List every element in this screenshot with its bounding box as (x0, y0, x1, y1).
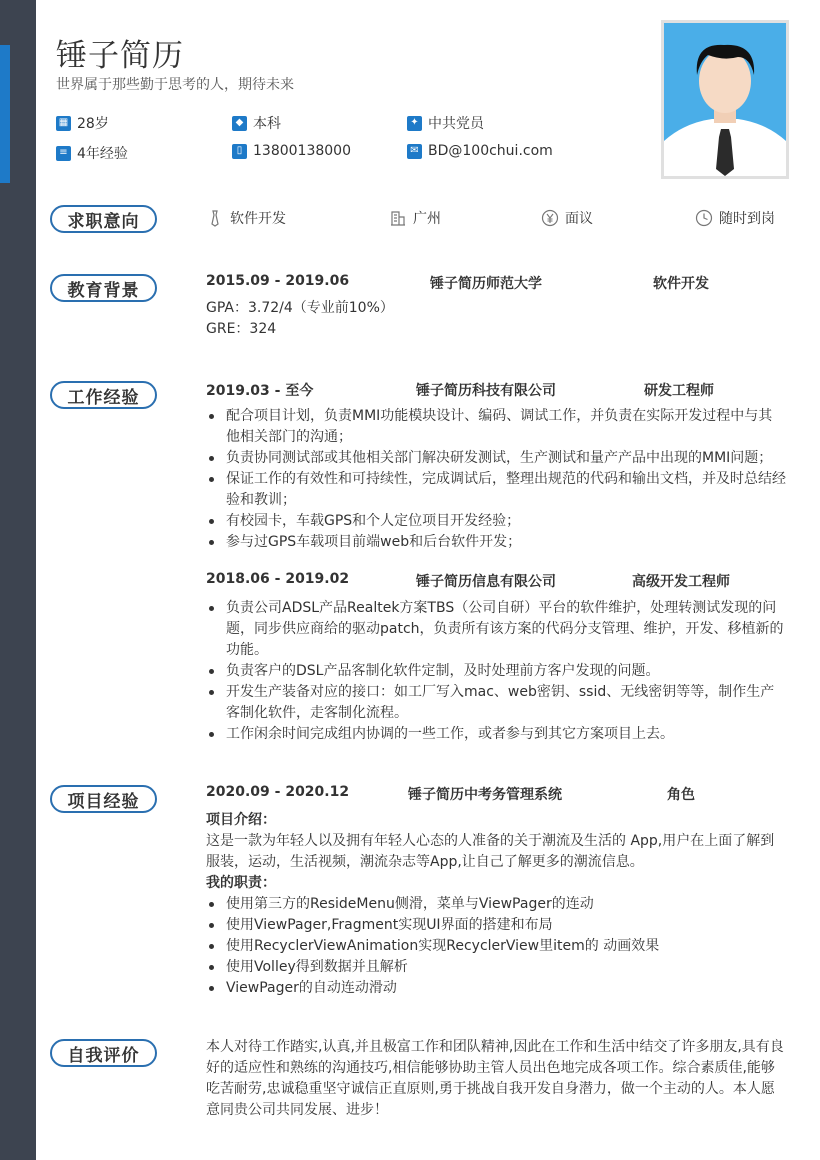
mail-icon: ✉ (407, 144, 422, 159)
phone-icon: ▯ (232, 144, 247, 159)
project-role: 角色 (667, 787, 695, 803)
list-item: 配合项目计划，负责MMI功能模块设计、编码、调试工作，并负责在实际开发过程中与其他相关部门的沟通； (206, 406, 786, 448)
project-intro: 这是一款为年轻人以及拥有年轻人心态的人准备的关于潮流及生活的 App,用户在上面了解到服装，运动，生活视频，潮流杂志等App,让自己了解更多的潮流信息。 (206, 833, 775, 870)
email-text: BD@100chui.com (428, 143, 553, 159)
list-item: 使用Volley得到数据并且解析 (206, 957, 786, 978)
work-2-title: 高级开发工程师 (632, 574, 730, 590)
education-school: 锤子简历师范大学 (430, 276, 542, 292)
project-duty-label: 我的职责： (206, 875, 276, 891)
info-degree (232, 113, 281, 133)
project-intro-label: 项目介绍： (206, 812, 276, 828)
list-item: 使用RecyclerViewAnimation实现RecyclerView里item的 动画效果 (206, 936, 786, 957)
info-experience (56, 143, 128, 163)
list-item: 负责公司ADSL产品Realtek方案TBS（公司自研）平台的软件维护，处理转测试发现的问题，同步供应商给的驱动patch，负责所有该方案的代码分支管理、维护，开发、移植新的功能。 (206, 598, 786, 661)
project-duties (206, 894, 786, 999)
education-gpa: GPA：3.72/4（专业前10%） (206, 300, 394, 316)
self-evaluation-text: 本人对待工作踏实,认真,并且极富工作和团队精神,因此在工作和生活中结交了许多朋友,具有良好的适应性和熟练的沟通技巧,相信能够协助主管人员出色地完成各项工作。综合素质佳,能够吃苦耐劳,忠诚稳重坚守诚信正直原则,勇于挑战自我开发自身潜力，做一个主动的人。本人愿意同贵公司共同发展、进步！ (206, 1039, 784, 1118)
list-item: 有校园卡，车载GPS和个人定位项目开发经验； (206, 511, 786, 532)
section-label-self: 自我评价 (50, 1039, 157, 1067)
city-text: 广州 (413, 211, 441, 227)
availability-text: 随时到岗 (719, 211, 775, 227)
section-label-work: 工作经验 (50, 381, 157, 409)
party-text: 中共党员 (428, 116, 484, 132)
section-label-intent: 求职意向 (50, 205, 157, 233)
project-name: 锤子简历中考务管理系统 (408, 787, 562, 803)
education-major: 软件开发 (653, 276, 709, 292)
education-period: 2015.09 - 2019.06 (206, 273, 350, 289)
info-phone (232, 143, 351, 159)
graduation-cap-icon: ◆ (232, 116, 247, 131)
info-email (407, 143, 553, 159)
intent-availability (695, 208, 775, 228)
building-icon (389, 209, 407, 227)
party-flag-icon: ✦ (407, 116, 422, 131)
work-2-company: 锤子简历信息有限公司 (416, 574, 556, 590)
avatar (661, 20, 789, 179)
yen-icon (541, 209, 559, 227)
tie-icon (206, 209, 224, 227)
intent-city (389, 208, 441, 228)
list-item: 工作闲余时间完成组内协调的一些工作，或者参与到其它方案项目上去。 (206, 724, 786, 745)
list-item: 使用第三方的ResideMenu侧滑，菜单与ViewPager的连动 (206, 894, 786, 915)
work-1-duties (206, 406, 786, 553)
position-text: 软件开发 (230, 211, 286, 227)
list-item: 负责客户的DSL产品客制化软件定制，及时处理前方客户发现的问题。 (206, 661, 786, 682)
list-item: 保证工作的有效性和可持续性，完成调试后，整理出规范的代码和输出文档，并及时总结经验和教训； (206, 469, 786, 511)
project-period: 2020.09 - 2020.12 (206, 784, 350, 800)
salary-text: 面议 (565, 211, 593, 227)
intent-salary (541, 208, 593, 228)
work-1-title: 研发工程师 (644, 383, 714, 399)
age-text: 28岁 (77, 116, 109, 132)
info-age (56, 113, 109, 133)
list-item: 参与过GPS车载项目前端web和后台软件开发； (206, 532, 786, 553)
list-item: ViewPager的自动连动滑动 (206, 978, 786, 999)
work-1-period: 2019.03 - 至今 (206, 383, 314, 399)
resume-title: 锤子简历 (56, 38, 184, 74)
list-item: 开发生产装备对应的接口：如工厂写入mac、web密钥、ssid、无线密钥等等，制作生产客制化软件，走客制化流程。 (206, 682, 786, 724)
work-1-company: 锤子简历科技有限公司 (416, 383, 556, 399)
intent-position (206, 208, 286, 228)
sidebar-accent-bar (0, 45, 10, 183)
list-item: 使用ViewPager,Fragment实现UI界面的搭建和布局 (206, 915, 786, 936)
work-2-period: 2018.06 - 2019.02 (206, 571, 350, 587)
clock-icon (695, 209, 713, 227)
education-gre: GRE：324 (206, 321, 277, 337)
list-item: 负责协同测试部或其他相关部门解决研发测试，生产测试和量产产品中出现的MMI问题； (206, 448, 786, 469)
motto: 世界属于那些勤于思考的人，期待未来 (56, 77, 294, 93)
degree-text: 本科 (253, 116, 281, 132)
work-2-duties (206, 598, 786, 745)
phone-text: 13800138000 (253, 143, 351, 159)
section-label-project: 项目经验 (50, 785, 157, 813)
experience-text: 4年经验 (77, 146, 128, 162)
document-icon: ≡ (56, 146, 71, 161)
section-label-education: 教育背景 (50, 274, 157, 302)
calendar-icon: ▦ (56, 116, 71, 131)
info-party (407, 113, 484, 133)
